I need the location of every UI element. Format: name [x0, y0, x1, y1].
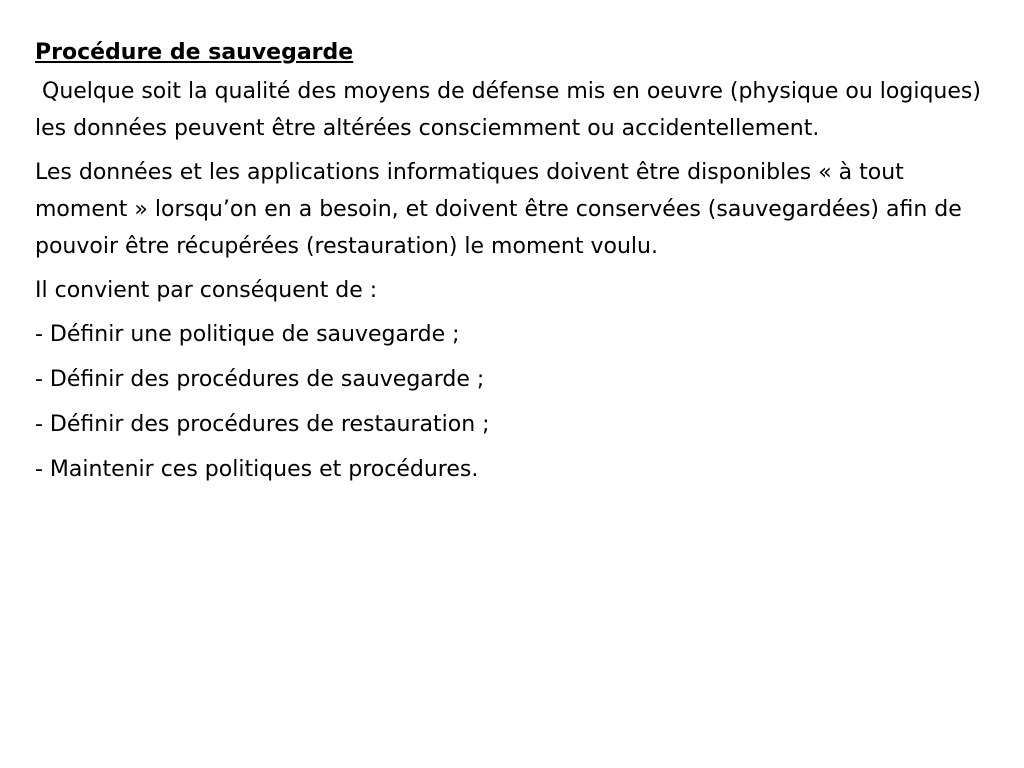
paragraph-availability: Les données et les applications informatiques doivent être disponibles « à tout moment » lorsqu’on en a besoin, et doivent être conservées (sauvegardées) afin de pouvoir être récupérées (restauration) le moment voulu. — [35, 160, 962, 259]
action-list — [35, 316, 985, 488]
list-item: - Définir des procédures de sauvegarde ; — [35, 367, 485, 392]
slide-body — [35, 34, 988, 496]
list-item: - Maintenir ces politiques et procédures. — [35, 457, 479, 482]
paragraph-intro: Quelque soit la qualité des moyens de défense mis en oeuvre (physique ou logiques) les données peuvent être altérées consciemment ou accidentellement. — [35, 79, 988, 141]
slide-title: Procédure de sauvegarde — [35, 40, 354, 65]
list-item: - Définir une politique de sauvegarde ; — [35, 322, 460, 347]
paragraph-consequence: Il convient par conséquent de : — [35, 278, 378, 303]
list-item: - Définir des procédures de restauration ; — [35, 412, 490, 437]
